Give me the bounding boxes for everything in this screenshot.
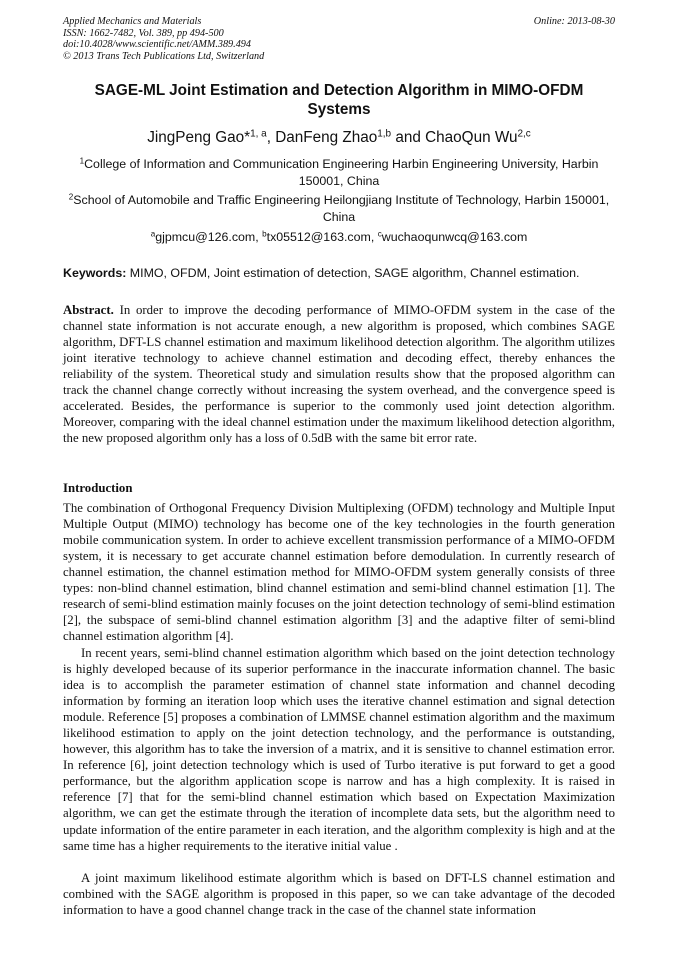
- affiliation-superscript: 2: [68, 192, 74, 202]
- body-paragraph: In recent years, semi-blind channel estimation algorithm which based on the joint detection technology is highly developed because of its superior performance in the inaccurate information channel. The basic idea is to accomplish the parameter estimation of channel state information and channel decoding information by forming an iteration loop which uses the iterative channel estimation and signal detection module. Reference [5] proposes a combination of LMMSE channel estimation algorithm and the maximum likelihood estimation to apply on the joint detection technology, and the performance is outstanding, however, this algorithm has to take the inversion of a matrix, and it is sensitive to channel estimation error. In reference [6], joint detection technology which is used of Turbo iterative is put forward to get a good performance, but the algorithm application scope is narrow and has a high complexity. It is raised in reference [7] that for the semi-blind channel estimation which based on Expectation Maximization algorithm, we can get the estimate through the iteration of incomplete data sets, but the algorithm need to update information of the entire parameter in each iteration, and the algorithm complexity is high and at the same time has a higher requirements to the iterative initial value .: [63, 646, 615, 853]
- section-heading: Introduction: [63, 481, 133, 495]
- copyright-line: © 2013 Trans Tech Publications Ltd, Switzerland: [63, 51, 265, 63]
- email-text: gjpmcu@126.com,: [155, 230, 263, 244]
- email-superscript: c: [377, 229, 382, 239]
- abstract: [63, 302, 615, 446]
- email-superscript: b: [262, 229, 267, 239]
- email-text: wuchaoqunwcq@163.com: [381, 230, 528, 244]
- author-superscript: 2,c: [517, 128, 531, 140]
- keywords-text: MIMO, OFDM, Joint estimation of detection, SAGE algorithm, Channel estimation.: [126, 266, 580, 280]
- author-separator: ,: [266, 129, 276, 146]
- keywords-label: Keywords:: [63, 266, 127, 280]
- author-name: JingPeng Gao*: [147, 129, 251, 146]
- abstract-text: In order to improve the decoding performance of MIMO-OFDM system in the case of the channel state information is not accurate enough, a new algorithm is proposed, which combines SAGE algorithm, DFT-LS channel estimation and maximum likelihood detection algorithm. The algorithm utilizes joint iterative technology to achieve channel estimation and decoding effect, thereby enhances the reliability of the system. Theoretical study and simulation results show that the proposed algorithm can track the channel change correctly without increasing the system overhead, and the convergence speed is accelerated. Besides, the performance is superior to the commonly used joint detection algorithm. Moreover, comparing with the ideal channel estimation under the maximum likelihood detection algorithm, the new proposed algorithm only has a loss of 0.5dB with the same bit error rate.: [63, 303, 615, 446]
- affiliation-superscript: 1: [79, 156, 85, 166]
- author-name: DanFeng Zhao: [275, 129, 378, 146]
- issn-line: ISSN: 1662-7482, Vol. 389, pp 494-500: [63, 27, 224, 39]
- author-name: ChaoQun Wu: [425, 129, 518, 146]
- body-paragraph: The combination of Orthogonal Frequency Division Multiplexing (OFDM) technology and Multiple Input Multiple Output (MIMO) technology has become one of the key technologies in the fourth generation mobile communication system. In order to achieve excellent transmission performance of a MIMO-OFDM system, it is necessary to get accurate channel estimation before demodulation. In currently research of channel estimation, the channel estimation method for MIMO-OFDM system generally consists of three types: non-blind channel estimation, blind channel estimation and semi-blind channel estimation [1]. The research of semi-blind estimation mainly focuses on the joint detection technology of semi-blind estimation [2], the subspace of semi-blind channel estimation algorithm [3] and the adaptive filter of semi-blind channel estimation algorithm [4].: [63, 501, 615, 644]
- journal-name: Applied Mechanics and Materials: [63, 16, 202, 27]
- author-superscript: 1, a: [250, 128, 267, 140]
- online-date: Online: 2013-08-30: [533, 16, 615, 27]
- author-separator: and: [391, 129, 426, 146]
- author-emails: [63, 229, 615, 245]
- paper-title: SAGE-ML Joint Estimation and Detection Algorithm in MIMO-OFDM Systems: [94, 82, 584, 118]
- email-superscript: a: [150, 229, 156, 239]
- affiliation-text: College of Information and Communication Engineering Harbin Engineering University, Harbin 150001, China: [84, 157, 599, 188]
- doi-line: doi:10.4028/www.scientific.net/AMM.389.494: [63, 39, 251, 51]
- affiliation-text: School of Automobile and Traffic Engineering Heilongjiang Institute of Technology, Harbin 150001, China: [73, 193, 610, 224]
- abstract-label: Abstract.: [63, 303, 114, 317]
- author-list: [63, 128, 615, 147]
- journal-header: [63, 16, 615, 63]
- body-paragraph: A joint maximum likelihood estimate algorithm which is based on DFT-LS channel estimation and combined with the SAGE algorithm is proposed in this paper, so we can take advantage of the decoded information to have a good channel change track in the case of the channel state information: [63, 871, 615, 918]
- keywords: [63, 265, 615, 281]
- affiliation: [63, 156, 615, 189]
- email-text: tx05512@163.com,: [266, 230, 378, 244]
- affiliation: [63, 192, 615, 225]
- author-superscript: 1,b: [377, 128, 392, 140]
